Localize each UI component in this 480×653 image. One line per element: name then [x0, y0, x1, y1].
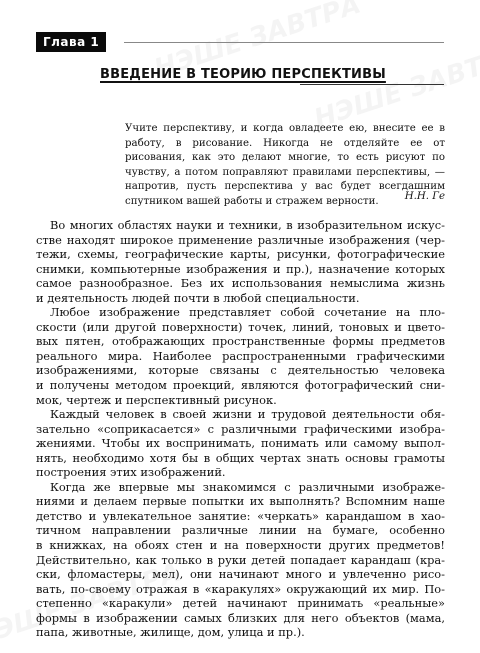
text-line: снимки, компьютерные изображения и пр.), назначение которых — [36, 261, 445, 276]
text-line: детство и увлекательное занятие: «черкать» карандашом в хао- — [36, 508, 445, 523]
text-line: жениями. Чтобы их воспринимать, понимать или самому выпол- — [36, 436, 445, 451]
body-text — [36, 218, 445, 640]
text-line: самое разнообразное. Без их использования немыслима жизнь — [36, 276, 445, 291]
watermark-text — [311, 39, 480, 134]
text-line: построения этих изображений. — [36, 465, 226, 480]
text-line: мок, чертеж и перспективный рисунок. — [36, 392, 277, 407]
text-line: Во многих областях науки и техники, в изобразительном искус- — [50, 218, 445, 232]
text-line: Действительно, как только в руки детей попадает карандаш (кра- — [36, 552, 445, 567]
text-line: тежи, схемы, географические карты, рисунки, фотографические — [36, 247, 445, 262]
paragraph — [36, 480, 445, 640]
text-line: Каждый человек в своей жизни и трудовой деятельности обя- — [50, 407, 445, 422]
text-line: изображениями, которые связаны с деятельностью человека — [36, 363, 445, 378]
text-line: Любое изображение представляет собой сочетание на пло- — [50, 305, 445, 320]
text-line: формы в изображении самых близких для него объектов (мама, — [36, 610, 445, 625]
paragraph — [36, 407, 445, 480]
text-line: скости (или другой поверхности) точек, линий, тоновых и цвето- — [36, 319, 445, 334]
text-line: ниями и делаем первые попытки их выполнять? Вспомним наше — [36, 494, 445, 509]
chapter-divider — [124, 42, 444, 43]
epigraph-author: Н.Н. Ге — [404, 191, 445, 202]
text-line: тичном направлении различные линии на бумаге, особенно — [36, 523, 445, 538]
text-line: реального мира. Наиболее распространенными графическими — [36, 348, 445, 363]
text-line: степенно «каракули» детей начинают принимать «реальные» — [36, 596, 445, 611]
text-line: стве находят широкое применение различные изображения (чер- — [36, 232, 445, 247]
text-line: папа, животные, жилище, дом, улица и пр.). — [36, 625, 305, 640]
heading-divider — [300, 84, 444, 85]
text-line: Когда же впервые мы знакомимся с различными изображе- — [50, 479, 445, 494]
text-line: ски, фломастеры, мел), они начинают много и увлеченно рисо- — [36, 567, 445, 582]
text-line: нять, необходимо хотя бы в общих чертах знать основы грамоты — [36, 450, 445, 465]
text-line: зательно «соприкасается» с различными графическими изобра- — [36, 421, 445, 436]
paragraph — [36, 218, 445, 305]
section-heading: ВВЕДЕНИЕ В ТЕОРИЮ ПЕРСПЕКТИВЫ — [100, 67, 386, 82]
epigraph-quote: Учите перспективу, и когда овладеете ею, внесите ее в работу, в рисование. Никогда не отделяйте ее от рисования, как это делают многие, то есть рисуют по чувству, а потом поправляют правилами перспективы, — напротив, пусть перспектива у вас будет всегдашним спутником вашей работы и стражем верности. — [125, 123, 445, 207]
text-line: вать, по-своему отражая в «каракулях» окружающий их мир. По- — [36, 581, 445, 596]
chapter-label: Глава 1 — [36, 32, 106, 52]
text-line: в книжках, на обоях стен и на поверхности других предметов! — [36, 538, 445, 553]
text-line: и деятельность людей почти в любой специальности. — [36, 290, 360, 305]
text-line: и получены методом проекций, являются фотографический сни- — [36, 378, 445, 393]
paragraph — [36, 305, 445, 407]
text-line: вых пятен, отображающих пространственные формы предметов — [36, 334, 445, 349]
